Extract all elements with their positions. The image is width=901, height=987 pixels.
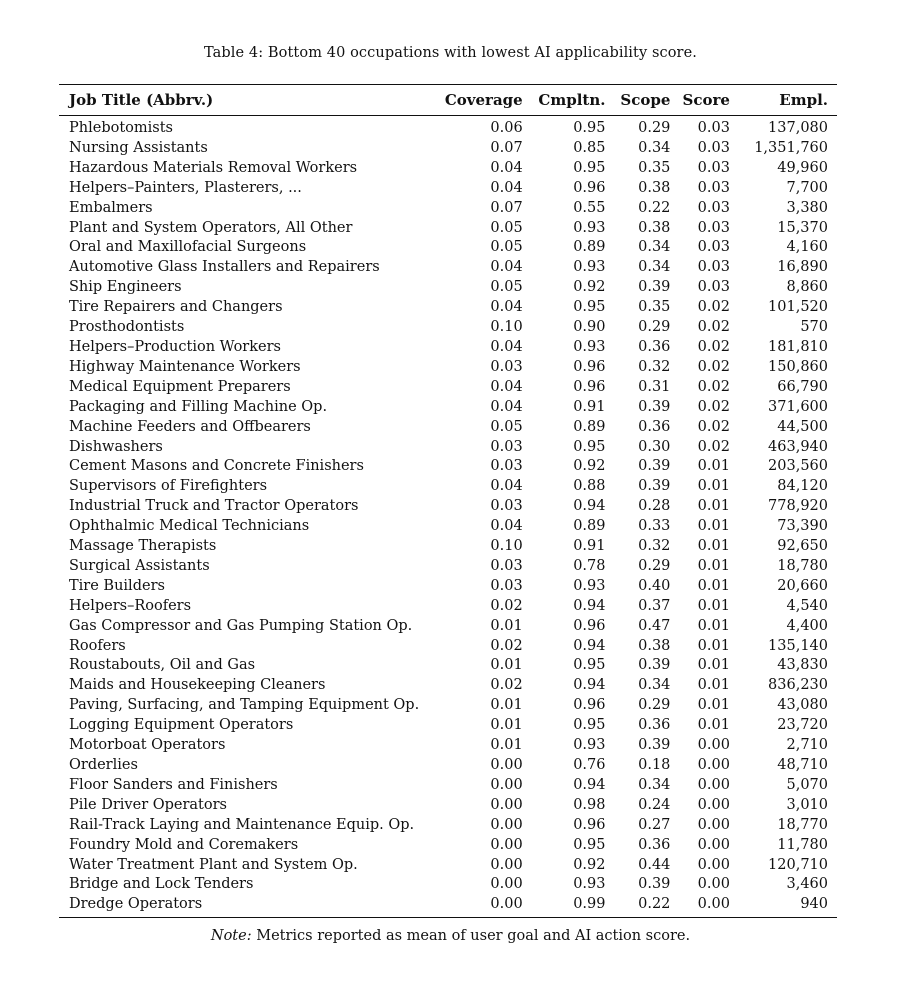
cell-employment: 570 [800,319,828,336]
cell-completion: 0.93 [573,577,606,594]
cell-job-title: Bridge and Lock Tenders [69,876,254,893]
cell-employment: 150,860 [768,358,828,375]
cell-employment: 3,010 [786,796,828,813]
cell-score: 0.00 [697,816,730,833]
cell-employment: 181,810 [768,338,828,355]
cell-completion: 0.89 [573,518,606,535]
cell-score: 0.00 [697,737,730,754]
cell-job-title: Dishwashers [69,438,163,455]
header-completion: Cmpltn. [538,91,606,109]
table-row [59,497,837,517]
cell-employment: 5,070 [786,776,828,793]
cell-job-title: Supervisors of Firefighters [69,478,268,495]
cell-score: 0.01 [697,617,730,634]
cell-scope: 0.29 [638,120,671,136]
table-row [59,159,837,179]
table-row [59,116,837,139]
cell-scope: 0.37 [638,597,671,614]
cell-completion: 0.91 [573,538,606,555]
header-score: Score [682,91,730,109]
cell-completion: 0.93 [573,737,606,754]
occupation-table-container [59,84,837,918]
cell-coverage: 0.03 [490,498,523,515]
cell-coverage: 0.04 [490,398,523,415]
header-coverage: Coverage [444,91,523,109]
table-note [0,928,901,944]
note-label: Note: [210,928,252,944]
cell-employment: 18,780 [777,557,828,574]
cell-job-title: Prosthodontists [69,319,185,336]
table-row [59,298,837,318]
cell-score: 0.02 [697,338,730,355]
cell-scope: 0.39 [638,279,671,296]
cell-employment: 43,080 [777,697,828,714]
cell-coverage: 0.00 [490,856,523,873]
cell-coverage: 0.04 [490,159,523,176]
table-row [59,278,837,298]
cell-job-title: Medical Equipment Preparers [69,378,291,395]
cell-employment: 778,920 [768,498,828,515]
cell-completion: 0.93 [573,338,606,355]
table-row [59,358,837,378]
header-job-title: Job Title (Abbrv.) [69,91,214,109]
cell-employment: 66,790 [777,378,828,395]
cell-score: 0.01 [697,557,730,574]
cell-job-title: Phlebotomists [69,120,173,136]
cell-job-title: Paving, Surfacing, and Tamping Equipment Op. [69,697,420,714]
cell-coverage: 0.00 [490,757,523,773]
cell-job-title: Tire Repairers and Changers [69,299,283,316]
cell-completion: 0.96 [573,697,606,714]
cell-completion: 0.95 [573,120,606,136]
table-row [59,477,837,497]
cell-employment: 371,600 [768,398,828,415]
table-body [59,116,837,918]
cell-employment: 135,140 [768,637,828,654]
cell-score: 0.01 [697,677,730,694]
cell-completion: 0.94 [573,677,606,694]
cell-score: 0.01 [697,597,730,614]
header-row [59,85,837,116]
cell-scope: 0.47 [638,617,671,634]
cell-coverage: 0.05 [490,418,523,435]
cell-coverage: 0.03 [490,577,523,594]
table-row [59,875,837,895]
cell-scope: 0.29 [638,697,671,714]
cell-coverage: 0.00 [490,796,523,813]
cell-coverage: 0.03 [490,438,523,455]
cell-job-title: Roofers [69,637,126,654]
cell-employment: 203,560 [768,458,828,475]
cell-coverage: 0.01 [490,657,523,674]
cell-completion: 0.95 [573,159,606,176]
cell-scope: 0.35 [638,159,671,176]
cell-job-title: Motorboat Operators [69,737,226,754]
table-row [59,557,837,577]
cell-coverage: 0.00 [490,816,523,833]
cell-completion: 0.93 [573,259,606,276]
table-row [59,676,837,696]
cell-job-title: Plant and System Operators, All Other [69,219,353,236]
cell-completion: 0.85 [573,139,606,156]
cell-job-title: Surgical Assistants [69,557,210,574]
cell-completion: 0.93 [573,876,606,893]
cell-coverage: 0.03 [490,358,523,375]
table-row [59,258,837,278]
cell-scope: 0.29 [638,319,671,336]
cell-job-title: Helpers–Roofers [69,597,192,614]
cell-coverage: 0.04 [490,299,523,316]
cell-employment: 84,120 [777,478,828,495]
cell-employment: 101,520 [768,299,828,316]
cell-coverage: 0.04 [490,338,523,355]
cell-scope: 0.22 [638,199,671,216]
cell-score: 0.03 [697,279,730,296]
cell-job-title: Machine Feeders and Offbearers [69,418,311,435]
cell-score: 0.00 [697,896,730,913]
table-row [59,577,837,597]
cell-score: 0.00 [697,836,730,853]
cell-scope: 0.39 [638,478,671,495]
occupation-table [59,84,837,918]
cell-job-title: Logging Equipment Operators [69,717,294,734]
cell-score: 0.00 [697,876,730,893]
cell-scope: 0.39 [638,737,671,754]
table-row [59,656,837,676]
cell-employment: 49,960 [777,159,828,176]
cell-completion: 0.96 [573,358,606,375]
cell-job-title: Maids and Housekeeping Cleaners [69,677,326,694]
cell-score: 0.03 [697,259,730,276]
cell-job-title: Pile Driver Operators [69,796,227,813]
cell-job-title: Roustabouts, Oil and Gas [69,657,256,674]
cell-employment: 48,710 [777,757,828,773]
cell-employment: 2,710 [786,737,828,754]
cell-employment: 4,160 [786,239,828,256]
cell-score: 0.01 [697,518,730,535]
cell-score: 0.01 [697,637,730,654]
cell-completion: 0.92 [573,458,606,475]
cell-job-title: Embalmers [69,199,153,216]
cell-coverage: 0.04 [490,378,523,395]
cell-job-title: Packaging and Filling Machine Op. [69,398,328,415]
cell-employment: 20,660 [777,577,828,594]
cell-coverage: 0.00 [490,896,523,913]
cell-completion: 0.96 [573,617,606,634]
cell-coverage: 0.01 [490,697,523,714]
cell-scope: 0.31 [638,378,671,395]
cell-score: 0.03 [697,199,730,216]
cell-completion: 0.92 [573,279,606,296]
cell-coverage: 0.00 [490,876,523,893]
cell-score: 0.00 [697,776,730,793]
cell-job-title: Automotive Glass Installers and Repairers [69,259,380,276]
cell-job-title: Gas Compressor and Gas Pumping Station Op. [69,617,413,634]
cell-employment: 44,500 [777,418,828,435]
cell-completion: 0.95 [573,836,606,853]
cell-scope: 0.38 [638,219,671,236]
cell-scope: 0.35 [638,299,671,316]
cell-scope: 0.34 [638,776,671,793]
cell-employment: 15,370 [777,219,828,236]
table-row [59,856,837,876]
cell-employment: 4,540 [786,597,828,614]
cell-coverage: 0.04 [490,259,523,276]
cell-score: 0.02 [697,319,730,336]
cell-completion: 0.96 [573,179,606,196]
cell-coverage: 0.02 [490,677,523,694]
cell-completion: 0.55 [573,199,606,216]
cell-score: 0.03 [697,239,730,256]
cell-coverage: 0.02 [490,597,523,614]
table-row [59,836,837,856]
cell-coverage: 0.06 [490,120,523,136]
cell-employment: 11,780 [777,836,828,853]
cell-completion: 0.98 [573,796,606,813]
cell-coverage: 0.00 [490,836,523,853]
cell-score: 0.01 [697,538,730,555]
cell-job-title: Foundry Mold and Coremakers [69,836,299,853]
cell-scope: 0.34 [638,259,671,276]
cell-employment: 120,710 [768,856,828,873]
table-row [59,179,837,199]
cell-score: 0.03 [697,219,730,236]
table-row [59,238,837,258]
cell-scope: 0.32 [638,358,671,375]
cell-score: 0.02 [697,378,730,395]
table-row [59,517,837,537]
cell-score: 0.03 [697,179,730,196]
cell-employment: 7,700 [786,179,828,196]
cell-employment: 92,650 [777,538,828,555]
cell-score: 0.01 [697,498,730,515]
cell-scope: 0.39 [638,876,671,893]
cell-job-title: Industrial Truck and Tractor Operators [69,498,359,515]
cell-score: 0.01 [697,697,730,714]
cell-scope: 0.30 [638,438,671,455]
table-row [59,696,837,716]
cell-coverage: 0.05 [490,279,523,296]
cell-scope: 0.36 [638,717,671,734]
cell-job-title: Ophthalmic Medical Technicians [69,518,310,535]
cell-coverage: 0.10 [490,538,523,555]
cell-scope: 0.27 [638,816,671,833]
cell-scope: 0.36 [638,338,671,355]
cell-coverage: 0.07 [490,139,523,156]
cell-scope: 0.39 [638,398,671,415]
cell-completion: 0.89 [573,239,606,256]
cell-job-title: Cement Masons and Concrete Finishers [69,458,364,475]
cell-scope: 0.24 [638,796,671,813]
cell-completion: 0.76 [573,757,606,773]
cell-scope: 0.18 [638,757,671,773]
cell-coverage: 0.05 [490,239,523,256]
cell-employment: 8,860 [786,279,828,296]
cell-completion: 0.95 [573,657,606,674]
cell-coverage: 0.04 [490,179,523,196]
cell-employment: 18,770 [777,816,828,833]
cell-scope: 0.34 [638,677,671,694]
cell-scope: 0.38 [638,637,671,654]
cell-employment: 4,400 [786,617,828,634]
cell-scope: 0.34 [638,139,671,156]
cell-employment: 940 [800,896,828,913]
cell-scope: 0.36 [638,418,671,435]
cell-employment: 3,380 [786,199,828,216]
cell-job-title: Floor Sanders and Finishers [69,776,278,793]
cell-job-title: Helpers–Production Workers [69,338,281,355]
cell-completion: 0.93 [573,219,606,236]
cell-coverage: 0.02 [490,637,523,654]
cell-scope: 0.28 [638,498,671,515]
cell-job-title: Nursing Assistants [69,139,208,156]
cell-employment: 16,890 [777,259,828,276]
cell-job-title: Helpers–Painters, Plasterers, ... [69,179,302,196]
cell-completion: 0.95 [573,299,606,316]
table-row [59,895,837,917]
cell-job-title: Tire Builders [69,577,165,594]
cell-score: 0.01 [697,478,730,495]
table-row [59,438,837,458]
cell-coverage: 0.05 [490,219,523,236]
cell-coverage: 0.04 [490,518,523,535]
cell-job-title: Ship Engineers [69,279,182,296]
cell-score: 0.00 [697,856,730,873]
cell-employment: 836,230 [768,677,828,694]
cell-job-title: Orderlies [69,757,138,773]
table-row [59,617,837,637]
table-row [59,716,837,736]
cell-completion: 0.88 [573,478,606,495]
cell-scope: 0.39 [638,657,671,674]
table-header [59,85,837,116]
cell-employment: 1,351,760 [754,139,828,156]
cell-job-title: Rail-Track Laying and Maintenance Equip. Op. [69,816,415,833]
cell-job-title: Oral and Maxillofacial Surgeons [69,239,307,256]
cell-coverage: 0.07 [490,199,523,216]
cell-completion: 0.94 [573,498,606,515]
table-row [59,816,837,836]
table-row [59,338,837,358]
cell-completion: 0.95 [573,438,606,455]
cell-completion: 0.96 [573,816,606,833]
cell-job-title: Massage Therapists [69,538,217,555]
table-row [59,139,837,159]
cell-score: 0.03 [697,159,730,176]
cell-scope: 0.38 [638,179,671,196]
note-text: Metrics reported as mean of user goal and AI action score. [256,928,691,944]
cell-score: 0.01 [697,577,730,594]
cell-completion: 0.92 [573,856,606,873]
cell-employment: 137,080 [768,120,828,136]
cell-scope: 0.40 [638,577,671,594]
cell-employment: 463,940 [768,438,828,455]
table-caption: Table 4: Bottom 40 occupations with lowest AI applicability score. [204,45,697,61]
table-row [59,378,837,398]
cell-score: 0.01 [697,657,730,674]
cell-completion: 0.94 [573,597,606,614]
cell-score: 0.01 [697,717,730,734]
cell-coverage: 0.00 [490,776,523,793]
cell-employment: 73,390 [777,518,828,535]
cell-score: 0.00 [697,757,730,773]
table-row [59,398,837,418]
cell-score: 0.02 [697,418,730,435]
cell-job-title: Water Treatment Plant and System Op. [69,856,358,873]
header-scope: Scope [620,91,671,109]
table-row [59,796,837,816]
cell-coverage: 0.03 [490,458,523,475]
cell-completion: 0.94 [573,776,606,793]
cell-completion: 0.89 [573,418,606,435]
cell-score: 0.01 [697,458,730,475]
cell-coverage: 0.01 [490,717,523,734]
cell-score: 0.02 [697,299,730,316]
cell-coverage: 0.03 [490,557,523,574]
table-row [59,597,837,617]
cell-score: 0.00 [697,796,730,813]
table-row [59,199,837,219]
cell-job-title: Highway Maintenance Workers [69,358,301,375]
cell-coverage: 0.10 [490,319,523,336]
table-row [59,736,837,756]
table-row [59,756,837,776]
cell-scope: 0.33 [638,518,671,535]
cell-completion: 0.95 [573,717,606,734]
cell-job-title: Hazardous Materials Removal Workers [69,159,358,176]
cell-coverage: 0.01 [490,737,523,754]
cell-score: 0.02 [697,358,730,375]
table-row [59,537,837,557]
cell-scope: 0.32 [638,538,671,555]
cell-scope: 0.44 [638,856,671,873]
cell-scope: 0.29 [638,557,671,574]
cell-completion: 0.96 [573,378,606,395]
table-row [59,776,837,796]
cell-job-title: Dredge Operators [69,896,203,913]
cell-score: 0.03 [697,139,730,156]
cell-employment: 3,460 [786,876,828,893]
cell-coverage: 0.04 [490,478,523,495]
cell-completion: 0.94 [573,637,606,654]
cell-completion: 0.78 [573,557,606,574]
cell-score: 0.03 [697,120,730,136]
cell-employment: 43,830 [777,657,828,674]
table-row [59,418,837,438]
cell-score: 0.02 [697,438,730,455]
cell-scope: 0.39 [638,458,671,475]
table-row [59,457,837,477]
table-row [59,219,837,239]
cell-coverage: 0.01 [490,617,523,634]
cell-completion: 0.90 [573,319,606,336]
cell-scope: 0.34 [638,239,671,256]
cell-score: 0.02 [697,398,730,415]
header-employment: Empl. [779,91,828,109]
table-row [59,318,837,338]
cell-completion: 0.91 [573,398,606,415]
cell-employment: 23,720 [777,717,828,734]
table-row [59,637,837,657]
cell-scope: 0.36 [638,836,671,853]
cell-completion: 0.99 [573,896,606,913]
cell-scope: 0.22 [638,896,671,913]
